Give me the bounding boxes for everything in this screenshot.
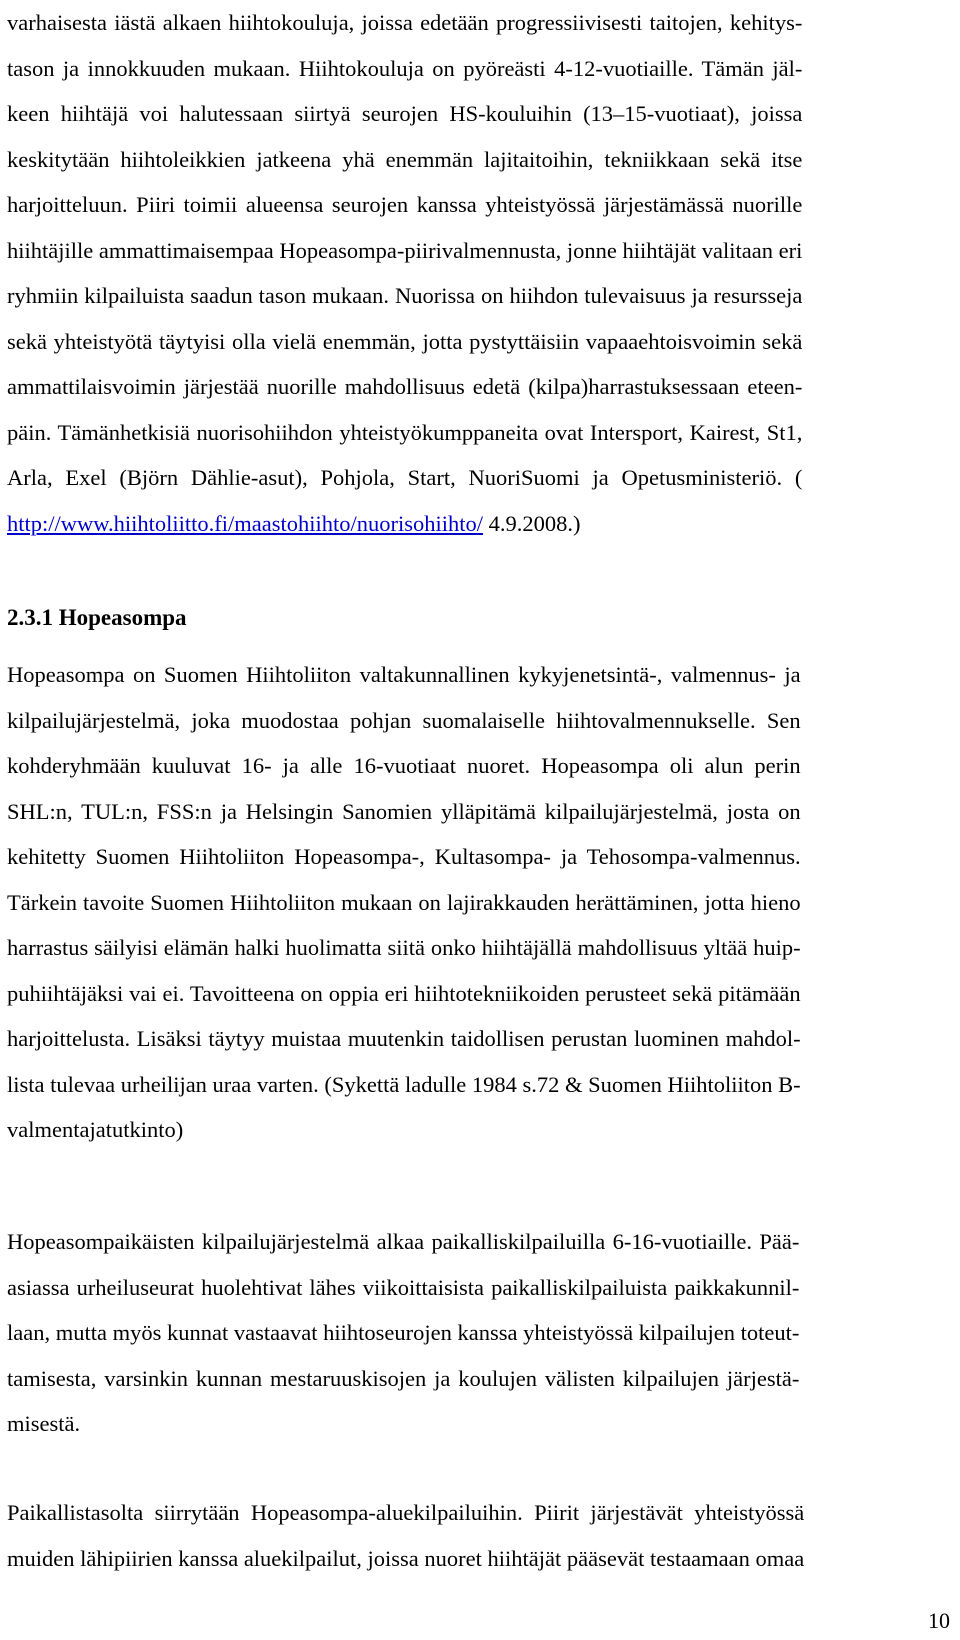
- text-line-with-link: [7, 501, 802, 547]
- text-line: tason ja innokkuuden mukaan. Hiihtokouluja on pyöreästi 4-12-vuotiaille. Tämän jäl-: [7, 55, 803, 81]
- text-line: keen hiihtäjä voi halutessaan siirtyä seurojen HS-kouluihin (13–15-vuotiaat), joissa: [7, 101, 803, 126]
- text-line: sekä yhteistyötä täytyisi olla vielä enemmän, jotta pystyttäisiin vapaaehtoisvoimin sekä: [7, 328, 803, 354]
- paragraph-hopeasompa-intro: [7, 652, 801, 1153]
- text-line: muiden lähipiirien kanssa aluekilpailut, joissa nuoret hiihtäjät pääsevät testaamaan omaa: [7, 1545, 805, 1571]
- text-line: keskitytään hiihtoleikkien jatkeena yhä enemmän lajitaitoihin, tekniikkaan sekä itse: [7, 146, 803, 172]
- text-line: Arla, Exel (Björn Dählie-asut), Pohjola, Start, NuoriSuomi ja Opetusministeriö. (: [7, 465, 803, 490]
- text-line: kilpailujärjestelmä, joka muodostaa pohjan suomalaiselle hiihtovalmennukselle. Sen: [7, 707, 801, 733]
- text-line: harrastus säilyisi elämän halki huolimatta siitä onko hiihtäjällä mahdollisuus yltää huip-: [7, 935, 801, 960]
- text-line: asiassa urheiluseurat huolehtivat lähes viikoittaisista paikalliskilpailuista paikkakunnil-: [7, 1274, 800, 1300]
- text-line: harjoitteluun. Piiri toimii alueensa seurojen kanssa yhteistyössä järjestämässä nuorille: [7, 192, 803, 217]
- text-line: varhaisesta iästä alkaen hiihtokouluja, joissa edetään progressiivisesti taitojen, kehitys-: [7, 10, 803, 35]
- page-number: 10: [928, 1608, 950, 1633]
- text-line: Hopeasompaikäisten kilpailujärjestelmä alkaa paikalliskilpailuilla 6-16-vuotiaille. Pää-: [7, 1229, 800, 1254]
- paragraph-youth-skiing: [7, 0, 802, 546]
- paragraph-regional-competitions: [7, 1490, 804, 1581]
- text-line: harjoittelusta. Lisäksi täytyy muistaa muutenkin taidollisen perustan luominen mahdol-: [7, 1026, 801, 1051]
- text-line: ryhmiin kilpailuista saadun tason mukaan. Nuorissa on hiihdon tulevaisuus ja resursseja: [7, 283, 803, 308]
- section-heading: 2.3.1 Hopeasompa: [7, 605, 187, 630]
- text-line: Hopeasompa on Suomen Hiihtoliiton valtakunnallinen kykyjenetsintä-, valmennus- ja: [7, 662, 801, 687]
- text-line: misestä.: [7, 1411, 81, 1436]
- text-line: hiihtäjille ammattimaisempaa Hopeasompa-piirivalmennusta, jonne hiihtäjät valitaan eri: [7, 237, 803, 263]
- link-date-text: 4.9.2008.): [483, 510, 581, 536]
- source-link[interactable]: http://www.hiihtoliitto.fi/maastohiihto/nuorisohiihto/: [7, 510, 484, 536]
- text-line: puhiihtäjäksi vai ei. Tavoitteena on oppia eri hiihtotekniikoiden perusteet sekä pitämään: [7, 980, 801, 1006]
- text-line: valmentajatutkinto): [7, 1117, 184, 1142]
- text-line: tamisesta, varsinkin kunnan mestaruuskisojen ja koulujen välisten kilpailujen järjestä-: [7, 1365, 800, 1391]
- text-line: Tärkein tavoite Suomen Hiihtoliiton mukaan on lajirakkauden herättäminen, jotta hieno: [7, 889, 801, 915]
- text-line: päin. Tämänhetkisiä nuorisohiihdon yhteistyökumppaneita ovat Intersport, Kairest, St1,: [7, 419, 803, 445]
- text-line: kohderyhmään kuuluvat 16- ja alle 16-vuotiaat nuoret. Hopeasompa oli alun perin: [7, 753, 801, 778]
- text-line: laan, mutta myös kunnat vastaavat hiihtoseurojen kanssa yhteistyössä kilpailujen toteut-: [7, 1320, 800, 1345]
- text-line: kehitetty Suomen Hiihtoliiton Hopeasompa-, Kultasompa- ja Tehosompa-valmennus.: [7, 844, 801, 869]
- paragraph-competition-system: [7, 1219, 799, 1447]
- text-line: lista tulevaa urheilijan uraa varten. (Sykettä ladulle 1984 s.72 & Suomen Hiihtoliiton B-: [7, 1071, 801, 1097]
- text-line: ammattilaisvoimin järjestää nuorille mahdollisuus edetä (kilpa)harrastuksessaan eteen-: [7, 374, 803, 399]
- text-line: Paikallistasolta siirrytään Hopeasompa-aluekilpailuihin. Piirit järjestävät yhteistyössä: [7, 1500, 805, 1525]
- text-line: SHL:n, TUL:n, FSS:n ja Helsingin Sanomien ylläpitämä kilpailujärjestelmä, josta on: [7, 798, 801, 824]
